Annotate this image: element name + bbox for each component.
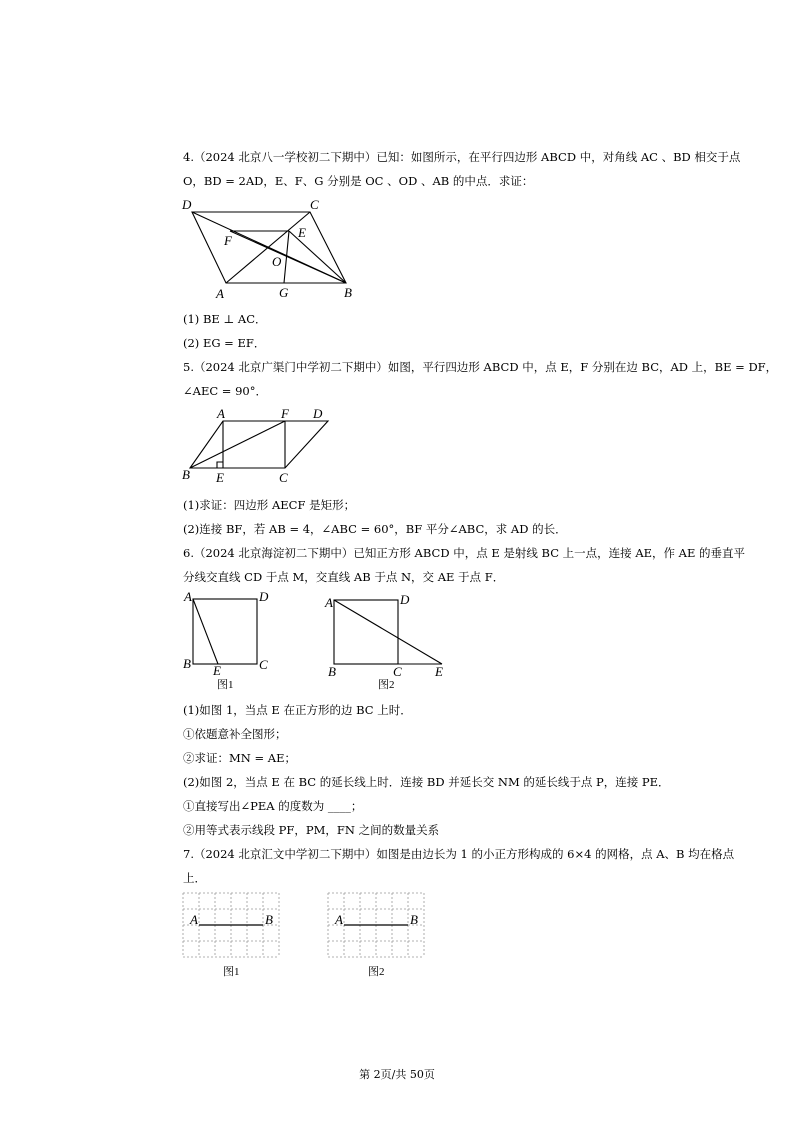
- p4-text-line-2: O，BD = 2AD，E、F、G 分别是 OC 、OD 、AB 的中点．求证：: [183, 174, 534, 188]
- page-footer-number: 第 2页/共 50页: [359, 1068, 435, 1081]
- p6-fig1-label-c: C: [259, 657, 268, 672]
- p6-fig1-label-b: B: [183, 656, 191, 671]
- p5-label-b: B: [182, 467, 190, 482]
- p6-fig2-label-d: D: [400, 592, 410, 607]
- p7-fig2-caption: 图2: [368, 966, 385, 978]
- p6-text-line-2: 分线交直线 CD 于点 M，交直线 AB 于点 N，交 AE 于点 F．: [183, 570, 505, 584]
- p5-label-a: A: [217, 406, 225, 421]
- p4-label-a: A: [216, 286, 224, 301]
- p7-fig1-caption: 图1: [223, 966, 240, 978]
- p6-question-1: (1)如图 1，当点 E 在正方形的边 BC 上时．: [183, 703, 412, 717]
- p6-fig1-segment-ae: [193, 599, 218, 664]
- p6-fig1-label-e: E: [213, 663, 221, 678]
- p6-fig2-label-c: C: [393, 664, 402, 679]
- p4-question-2: (2) EG = EF．: [183, 336, 266, 350]
- p6-fig1-square: [193, 599, 257, 664]
- p6-fig2-segment-ae: [334, 600, 442, 664]
- p7-text-line-2: 上．: [183, 871, 206, 885]
- p4-question-1: (1) BE ⊥ AC．: [183, 312, 267, 326]
- p4-parallelogram-figure: [180, 194, 370, 304]
- p5-segment-bf: [190, 421, 285, 468]
- p4-label-c: C: [310, 197, 319, 212]
- p5-text-line-1: 5.（2024 北京广渠门中学初二下期中）如图，平行四边形 ABCD 中，点 E，F 分别在边 BC，AD 上，BE = DF，: [183, 360, 778, 374]
- p6-figure-2: [320, 588, 450, 692]
- p6-fig2-label-b: B: [328, 664, 336, 679]
- p5-label-e: E: [216, 470, 224, 484]
- p4-label-b: B: [344, 285, 352, 300]
- p6-question-2b: ②用等式表示线段 PF，PM，FN 之间的数量关系: [183, 823, 440, 837]
- p7-text-line-1: 7.（2024 北京汇文中学初二下期中）如图是由边长为 1 的小正方形构成的 6×4 的网格，点 A、B 均在格点: [183, 847, 735, 861]
- p7-grid-figure-1: [180, 889, 290, 981]
- p4-label-g: G: [279, 285, 289, 300]
- p6-text-line-1: 6.（2024 北京海淀初二下期中）已知正方形 ABCD 中，点 E 是射线 BC 上一点，连接 AE，作 AE 的垂直平: [183, 546, 746, 560]
- p6-fig2-label-e: E: [435, 664, 443, 679]
- p5-parallelogram-abcd: [190, 421, 328, 468]
- p4-label-o: O: [272, 254, 282, 269]
- p4-label-f: F: [224, 233, 232, 248]
- p4-label-d: D: [182, 197, 192, 212]
- p7-fig2-label-a: A: [335, 912, 343, 927]
- p5-label-c: C: [279, 470, 288, 484]
- p6-fig2-label-a: A: [325, 595, 333, 610]
- p7-fig2-label-b: B: [410, 912, 418, 927]
- p5-label-d: D: [313, 406, 323, 421]
- p5-label-f: F: [281, 406, 289, 421]
- p5-question-2: (2)连接 BF，若 AB = 4，∠ABC = 60°，BF 平分∠ABC，求 AD 的长．: [183, 522, 567, 536]
- p4-text-line-1: 4.（2024 北京八一学校初二下期中）已知：如图所示，在平行四边形 ABCD 中，对角线 AC 、BD 相交于点: [183, 150, 741, 164]
- p5-parallelogram-figure: [180, 404, 340, 484]
- p5-text-line-2: ∠AEC = 90°．: [183, 384, 267, 398]
- p5-question-1: (1)求证：四边形 AECF 是矩形；: [183, 498, 356, 512]
- p6-figure-1: [180, 588, 280, 692]
- p6-fig1-caption: 图1: [217, 679, 234, 691]
- p7-grid-figure-2: [325, 889, 435, 981]
- p6-question-2a: ①直接写出∠PEA 的度数为 ____；: [183, 799, 363, 813]
- p4-label-e: E: [298, 225, 306, 240]
- p6-question-1b: ②求证：MN = AE；: [183, 751, 296, 765]
- p7-fig1-label-b: B: [265, 912, 273, 927]
- p5-right-angle-mark: [217, 462, 223, 468]
- p7-fig1-label-a: A: [190, 912, 198, 927]
- p6-fig1-label-d: D: [259, 589, 269, 604]
- p6-question-1a: ①依题意补全图形；: [183, 727, 287, 741]
- p6-question-2: (2)如图 2，当点 E 在 BC 的延长线上时．连接 BD 并延长交 NM 的延长线于点 P，连接 PE．: [183, 775, 670, 789]
- p6-fig1-label-a: A: [184, 589, 192, 604]
- p6-fig2-caption: 图2: [378, 679, 395, 691]
